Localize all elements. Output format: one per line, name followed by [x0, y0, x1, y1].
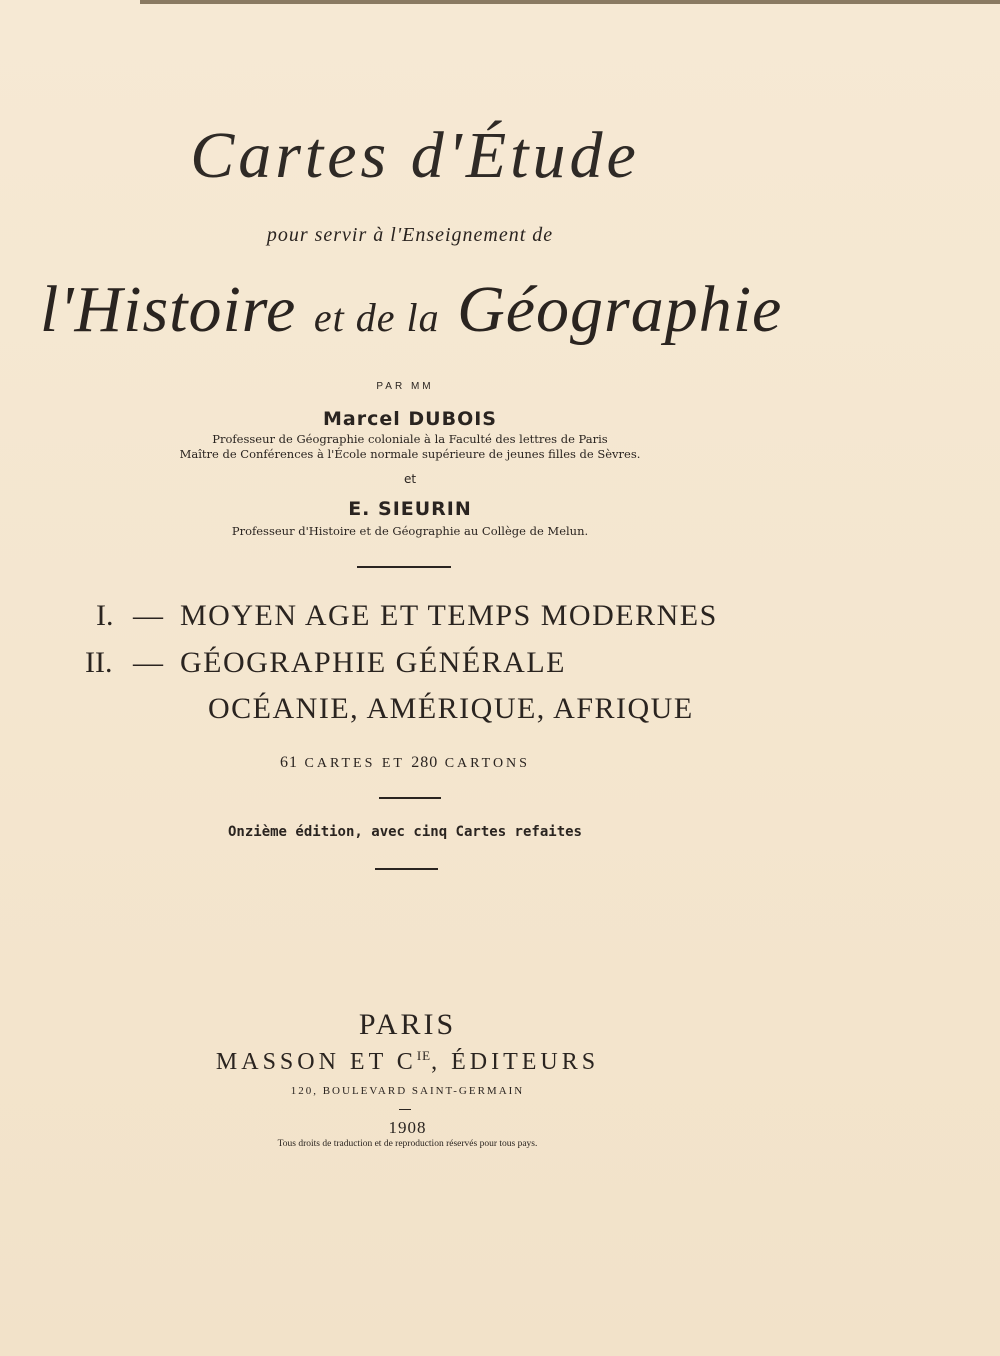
maps-label: CARTES ET: [304, 756, 405, 771]
maps-number: 61: [280, 754, 299, 771]
edition-note: Onzième édition, avec cinq Cartes refaites: [227, 824, 582, 840]
part-number: II.: [85, 646, 113, 679]
conjunction-et: et: [403, 472, 417, 486]
divider-rule: [375, 868, 438, 870]
imprint-publisher: [0, 1048, 815, 1076]
main-title-histoire: l'Histoire: [40, 273, 297, 346]
part-number: I.: [96, 599, 114, 632]
imprint-city: PARIS: [358, 1008, 457, 1041]
map-counts: [0, 754, 810, 772]
imprint-year: 1908: [388, 1118, 427, 1137]
main-title: [40, 272, 800, 348]
part-subtitle: OCÉANIE, AMÉRIQUE, AFRIQUE: [208, 692, 694, 725]
part-dash: —: [133, 646, 165, 679]
divider-rule: [379, 797, 441, 799]
cartons-label: CARTONS: [444, 756, 530, 771]
divider-rule: [399, 1109, 411, 1110]
publisher-superscript: IE: [416, 1048, 432, 1063]
author-name-sieurin: E. SIEURIN: [348, 498, 472, 520]
rights-notice: Tous droits de traduction et de reproduction réservés pour tous pays.: [277, 1139, 538, 1149]
publisher-name: MASSON ET C: [215, 1049, 417, 1075]
imprint-address: 120, BOULEVARD SAINT-GERMAIN: [290, 1085, 525, 1097]
author-description: Professeur de Géographie coloniale à la Faculté des lettres de Paris: [212, 432, 608, 446]
book-title: Cartes d'Étude: [190, 119, 640, 192]
author-description: Maître de Conférences à l'École normale supérieure de jeunes filles de Sèvres.: [179, 447, 641, 461]
cartons-number: 280: [411, 754, 439, 771]
divider-rule: [357, 566, 451, 568]
publisher-role: , ÉDITEURS: [431, 1049, 600, 1075]
main-title-connector: et de la: [313, 295, 440, 340]
part-title: MOYEN AGE ET TEMPS MODERNES: [180, 599, 718, 632]
page-top-edge: [140, 0, 1000, 4]
part-title: GÉOGRAPHIE GÉNÉRALE: [180, 646, 566, 679]
main-title-geographie: Géographie: [457, 273, 783, 346]
author-description: Professeur d'Histoire et de Géographie au Collège de Melun.: [231, 524, 589, 538]
part-dash: —: [133, 599, 165, 632]
book-subtitle: pour servir à l'Enseignement de: [266, 224, 554, 246]
author-name-dubois: Marcel DUBOIS: [323, 408, 497, 430]
par-mm-label: PAR MM: [376, 381, 434, 392]
